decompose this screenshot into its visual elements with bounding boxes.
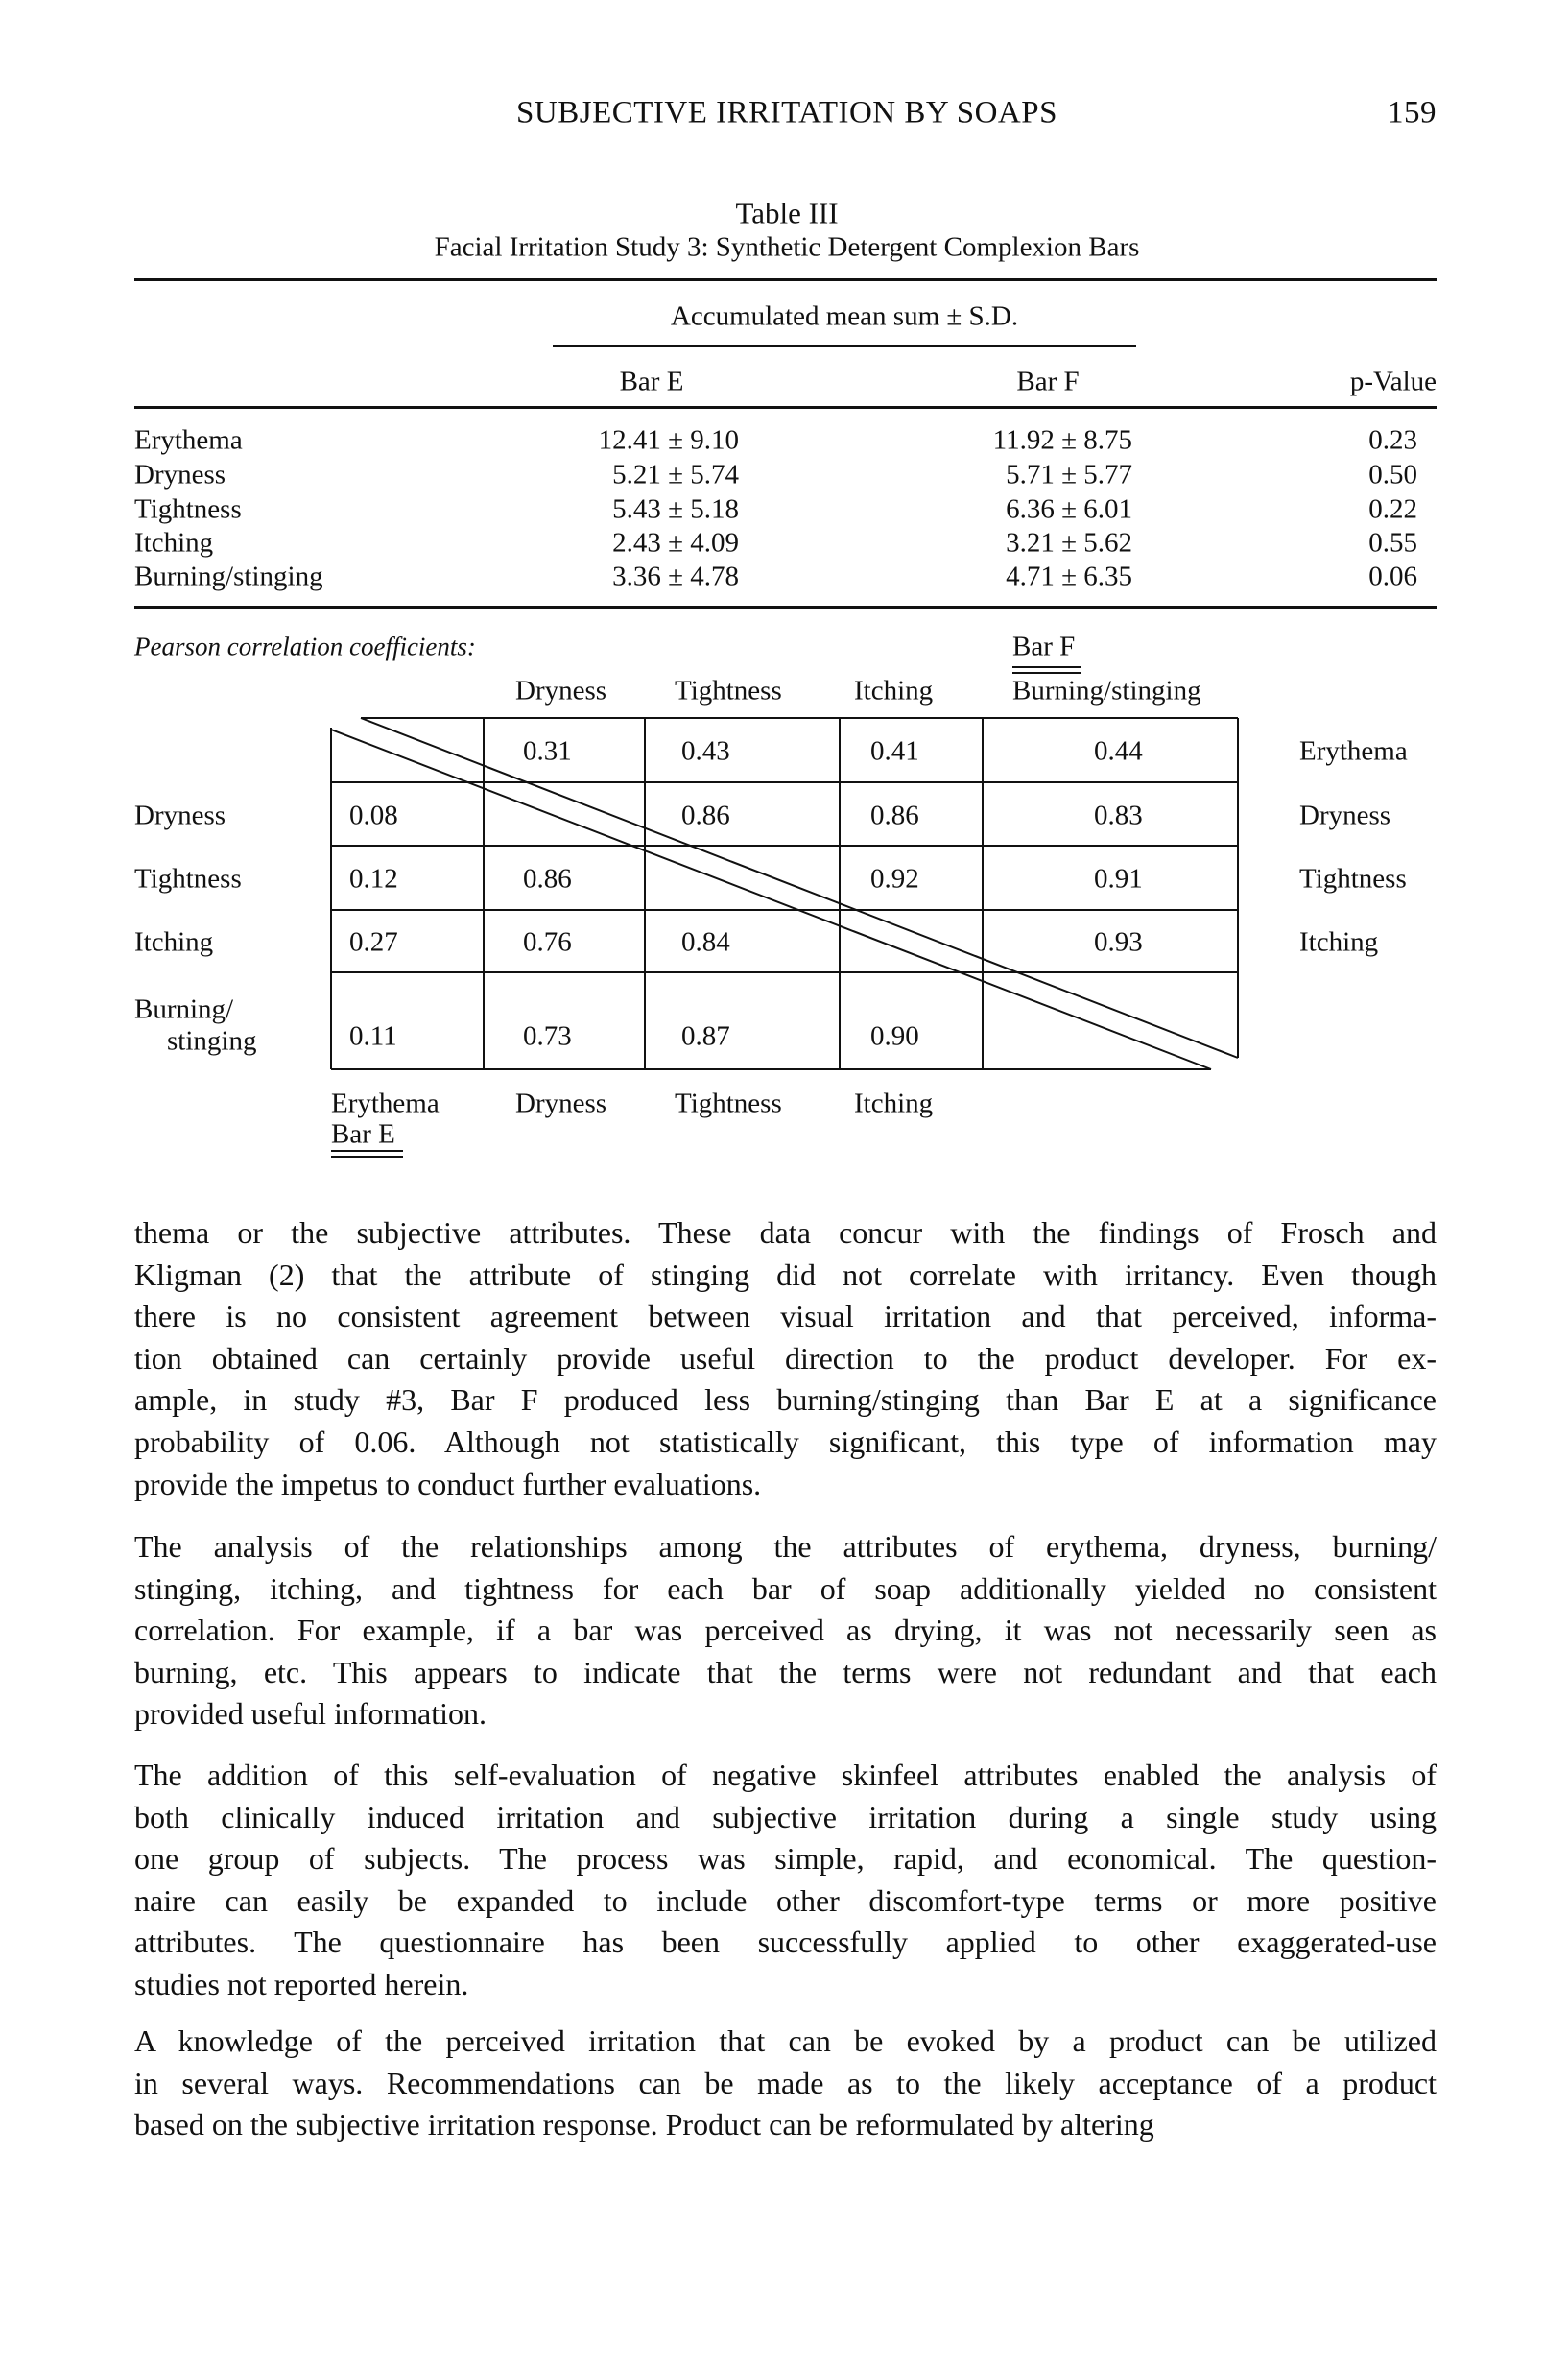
text-line: The addition of this self-evaluation of negative skinfeel attributes enabled the analysis of xyxy=(134,1758,1437,1792)
row-label-right: Itching xyxy=(1299,926,1379,958)
bar-e-value: 5.43 ± 5.18 xyxy=(612,493,739,525)
column-label: Tightness xyxy=(675,675,782,706)
p-value: 0.06 xyxy=(1368,561,1417,592)
bar-e-value: 5.21 ± 5.74 xyxy=(612,459,739,491)
bar-e-underline xyxy=(331,1156,403,1158)
text-line: based on the subjective irritation response. Product can be reformulated by altering xyxy=(134,2107,1154,2142)
page-number: 159 xyxy=(1388,95,1437,131)
paragraph xyxy=(134,2021,1437,2146)
bar-e-coefficient: 0.86 xyxy=(523,863,572,895)
text-line: stinging, itching, and tightness for each bar of soap additionally yielded no consistent xyxy=(134,1570,1437,1606)
row-label: Tightness xyxy=(134,863,242,895)
bottom-column-label: Tightness xyxy=(675,1088,782,1119)
row-label: Tightness xyxy=(134,493,242,525)
bar-e-coefficient: 0.87 xyxy=(681,1020,730,1052)
text-line: in several ways. Recommendations can be made as to the likely acceptance of a product xyxy=(134,2065,1437,2100)
text-line: probability of 0.06. Although not statistically significant, this type of information may xyxy=(134,1424,1437,1459)
text-line: attributes. The questionnaire has been successfully applied to other exaggerated-use xyxy=(134,1925,1437,1960)
bar-f-value: 5.71 ± 5.77 xyxy=(1006,459,1132,491)
bar-e-value: 3.36 ± 4.78 xyxy=(612,561,739,592)
text-line: studies not reported herein. xyxy=(134,1966,469,2001)
correlation-title: Pearson correlation coefficients: xyxy=(134,632,476,661)
bar-e-underline xyxy=(331,1150,403,1152)
bar-f-coefficient: 0.31 xyxy=(523,735,572,767)
bar-e-coefficient: 0.27 xyxy=(349,926,398,958)
row-label: Dryness xyxy=(134,459,226,491)
p-value: 0.22 xyxy=(1368,493,1417,525)
column-label: Itching xyxy=(854,675,934,706)
bar-f-label: Bar F xyxy=(1012,631,1076,662)
table-caption: Facial Irritation Study 3: Synthetic Detergent Complexion Bars xyxy=(434,231,1140,263)
bottom-column-label: Dryness xyxy=(515,1088,607,1119)
column-header-bar-e: Bar E xyxy=(619,366,684,397)
bar-e-coefficient: 0.08 xyxy=(349,800,398,831)
column-header-bar-f: Bar F xyxy=(1016,366,1080,397)
text-line: A knowledge of the perceived irritation that can be evoked by a product can be utilized xyxy=(134,2023,1437,2058)
row-label-right: Dryness xyxy=(1299,800,1391,831)
row-label: Itching xyxy=(134,527,214,559)
text-line: provided useful information. xyxy=(134,1696,487,1732)
text-line: one group of subjects. The process was simple, rapid, and economical. The question- xyxy=(134,1841,1437,1877)
bar-f-coefficient: 0.86 xyxy=(870,800,919,831)
group-header: Accumulated mean sum ± S.D. xyxy=(670,300,1019,332)
p-value: 0.50 xyxy=(1368,459,1417,491)
bottom-column-label: Erythema xyxy=(331,1088,440,1119)
text-line: correlation. For example, if a bar was perceived as drying, it was not necessarily seen as xyxy=(134,1613,1437,1648)
text-line: provide the impetus to conduct further evaluations. xyxy=(134,1466,762,1501)
text-line: tion obtained can certainly provide useful direction to the product developer. For ex- xyxy=(134,1340,1437,1376)
bar-f-coefficient: 0.93 xyxy=(1094,926,1143,958)
bar-f-coefficient: 0.86 xyxy=(681,800,730,831)
column-label: Burning/stinging xyxy=(1012,675,1201,706)
bar-e-coefficient: 0.73 xyxy=(523,1020,572,1052)
p-value: 0.55 xyxy=(1368,527,1417,559)
row-label: Dryness xyxy=(134,800,226,831)
row-label-right: Erythema xyxy=(1299,735,1408,767)
bar-e-coefficient: 0.76 xyxy=(523,926,572,958)
paragraph xyxy=(134,1526,1437,1735)
text-line: burning, etc. This appears to indicate that the terms were not redundant and that each xyxy=(134,1654,1437,1689)
text-line: naire can easily be expanded to include other discomfort-type terms or more positive xyxy=(134,1882,1437,1918)
column-header-p-value: p-Value xyxy=(1349,366,1437,397)
row-label-right: Tightness xyxy=(1299,863,1407,895)
running-title: SUBJECTIVE IRRITATION BY SOAPS xyxy=(516,95,1057,131)
text-line: thema or the subjective attributes. These data concur with the findings of Frosch and xyxy=(134,1215,1437,1250)
row-label: stinging xyxy=(167,1025,257,1057)
p-value: 0.23 xyxy=(1368,424,1417,456)
bar-e-value: 12.41 ± 9.10 xyxy=(598,424,739,456)
bar-f-coefficient: 0.91 xyxy=(1094,863,1143,895)
row-label: Burning/ xyxy=(134,993,234,1025)
bar-f-value: 11.92 ± 8.75 xyxy=(992,424,1132,456)
bar-f-coefficient: 0.43 xyxy=(681,735,730,767)
bar-e-coefficient: 0.12 xyxy=(349,863,398,895)
bar-e-coefficient: 0.90 xyxy=(870,1020,919,1052)
bar-f-value: 3.21 ± 5.62 xyxy=(1006,527,1132,559)
bar-f-coefficient: 0.44 xyxy=(1094,735,1143,767)
bar-e-value: 2.43 ± 4.09 xyxy=(612,527,739,559)
text-line: ample, in study #3, Bar F produced less burning/stinging than Bar E at a significance xyxy=(134,1382,1437,1418)
bar-f-value: 6.36 ± 6.01 xyxy=(1006,493,1132,525)
row-label: Erythema xyxy=(134,424,243,456)
bar-e-coefficient: 0.84 xyxy=(681,926,730,958)
bar-f-value: 4.71 ± 6.35 xyxy=(1006,561,1132,592)
row-label: Itching xyxy=(134,926,214,958)
text-line: Kligman (2) that the attribute of stinging did not correlate with irritancy. Even though xyxy=(134,1256,1437,1292)
bar-f-coefficient: 0.83 xyxy=(1094,800,1143,831)
row-label: Burning/stinging xyxy=(134,561,323,592)
bar-f-coefficient: 0.92 xyxy=(870,863,919,895)
text-line: The analysis of the relationships among the attributes of erythema, dryness, burning/ xyxy=(134,1529,1437,1564)
text-line: there is no consistent agreement between visual irritation and that perceived, informa- xyxy=(134,1299,1437,1334)
bar-e-label: Bar E xyxy=(331,1118,395,1150)
bar-e-coefficient: 0.11 xyxy=(349,1020,397,1052)
bottom-column-label: Itching xyxy=(854,1088,934,1119)
bar-f-coefficient: 0.41 xyxy=(870,735,919,767)
column-label: Dryness xyxy=(515,675,607,706)
paragraph xyxy=(134,1212,1437,1505)
paragraph xyxy=(134,1755,1437,2006)
text-line: both clinically induced irritation and subjective irritation during a single study using xyxy=(134,1799,1437,1834)
table-number: Table III xyxy=(735,196,839,230)
